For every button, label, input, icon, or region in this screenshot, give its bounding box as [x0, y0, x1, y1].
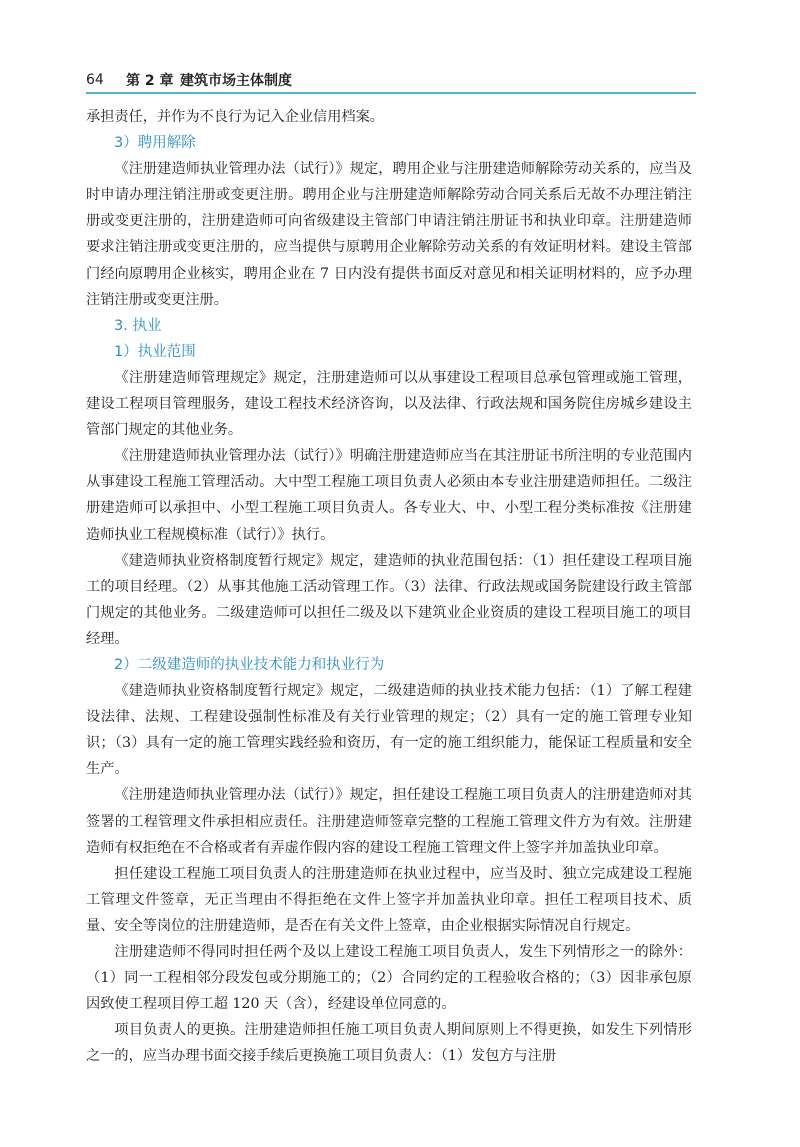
paragraph: 《建造师执业资格制度暂行规定》规定，二级建造师的执业技术能力包括：（1）了解工程建设法律、法规、工程建设强制性标准及有关行业管理的规定；（2）具有一定的施工管理专业知识；（3）具有一定的施工管理实践经验和资历，有一定的施工组织能力，能保证工程质量和安全生产。 — [86, 683, 692, 778]
heading-practice-scope: 1）执业范围 — [114, 343, 196, 360]
paragraph: 担任建设工程施工项目负责人的注册建造师在执业过程中，应当及时、独立完成建设工程施工管理文件签章，无正当理由不得拒绝在文件上签字并加盖执业印章。担任工程项目技术、质量、安全等岗位的注册建造师，是否在有关文件上签章，由企业根据实际情况自行规定。 — [86, 865, 692, 934]
heading-technical-ability: 2）二级建造师的执业技术能力和执业行为 — [114, 656, 385, 673]
page-body — [86, 104, 692, 1069]
paragraph: 项目负责人的更换。注册建造师担任施工项目负责人期间原则上不得更换，如发生下列情形之一的，应当办理书面交接手续后更换施工项目负责人：（1）发包方与注册 — [86, 1022, 692, 1065]
paragraph: 《注册建造师执业管理办法（试行）》明确注册建造师应当在其注册证书所注明的专业范围内从事建设工程施工管理活动。大中型工程施工项目负责人必须由本专业注册建造师担任。二级注册建造师可以承担中、小型工程施工项目负责人。各专业大、中、小型工程分类标准按《注册建造师执业工程规模标准（试行）》执行。 — [86, 448, 692, 543]
chapter-label: 第 2 章 — [126, 73, 174, 89]
chapter-title: 建筑市场主体制度 — [180, 73, 292, 89]
heading-practice: 3. 执业 — [114, 317, 162, 334]
paragraph-continued: 承担责任，并作为不良行为记入企业信用档案。 — [86, 109, 384, 125]
header-rule — [86, 92, 696, 94]
page-number: 64 — [86, 72, 104, 88]
paragraph: 《注册建造师执业管理办法（试行）》规定，聘用企业与注册建造师解除劳动关系的，应当及时申请办理注销注册或变更注册。聘用企业与注册建造师解除劳动合同关系后无故不办理注销注册或变更注册的，注册建造师可向省级建设主管部门申请注销注册证书和执业印章。注册建造师要求注销注册或变更注册的，应当提供与原聘用企业解除劳动关系的有效证明材料。建设主管部门经向原聘用企业核实，聘用企业在 7 日内没有提供书面反对意见和相关证明材料的，应予办理注销注册或变更注册。 — [86, 161, 692, 308]
paragraph: 《注册建造师执业管理办法（试行）》规定，担任建设工程施工项目负责人的注册建造师对其签署的工程管理文件承担相应责任。注册建造师签章完整的工程施工管理文件方为有效。注册建造师有权拒绝在不合格或者有弄虚作假内容的建设工程施工管理文件上签字并加盖执业印章。 — [86, 787, 692, 856]
paragraph: 《建造师执业资格制度暂行规定》规定，建造师的执业范围包括：（1）担任建设工程项目施工的项目经理。（2）从事其他施工活动管理工作。（3）法律、行政法规或国务院建设行政主管部门规定的其他业务。二级建造师可以担任二级及以下建筑业企业资质的建设工程项目施工的项目经理。 — [86, 552, 692, 647]
heading-hire-termination: 3）聘用解除 — [114, 135, 196, 152]
paragraph: 注册建造师不得同时担任两个及以上建设工程施工项目负责人，发生下列情形之一的除外：（1）同一工程相邻分段发包或分期施工的；（2）合同约定的工程验收合格的；（3）因非承包原因致使工程项目停工超 120 天（含），经建设单位同意的。 — [86, 944, 692, 1013]
paragraph: 《注册建造师管理规定》规定，注册建造师可以从事建设工程项目总承包管理或施工管理，建设工程项目管理服务，建设工程技术经济咨询，以及法律、行政法规和国务院住房城乡建设主管部门规定的其他业务。 — [86, 369, 692, 439]
